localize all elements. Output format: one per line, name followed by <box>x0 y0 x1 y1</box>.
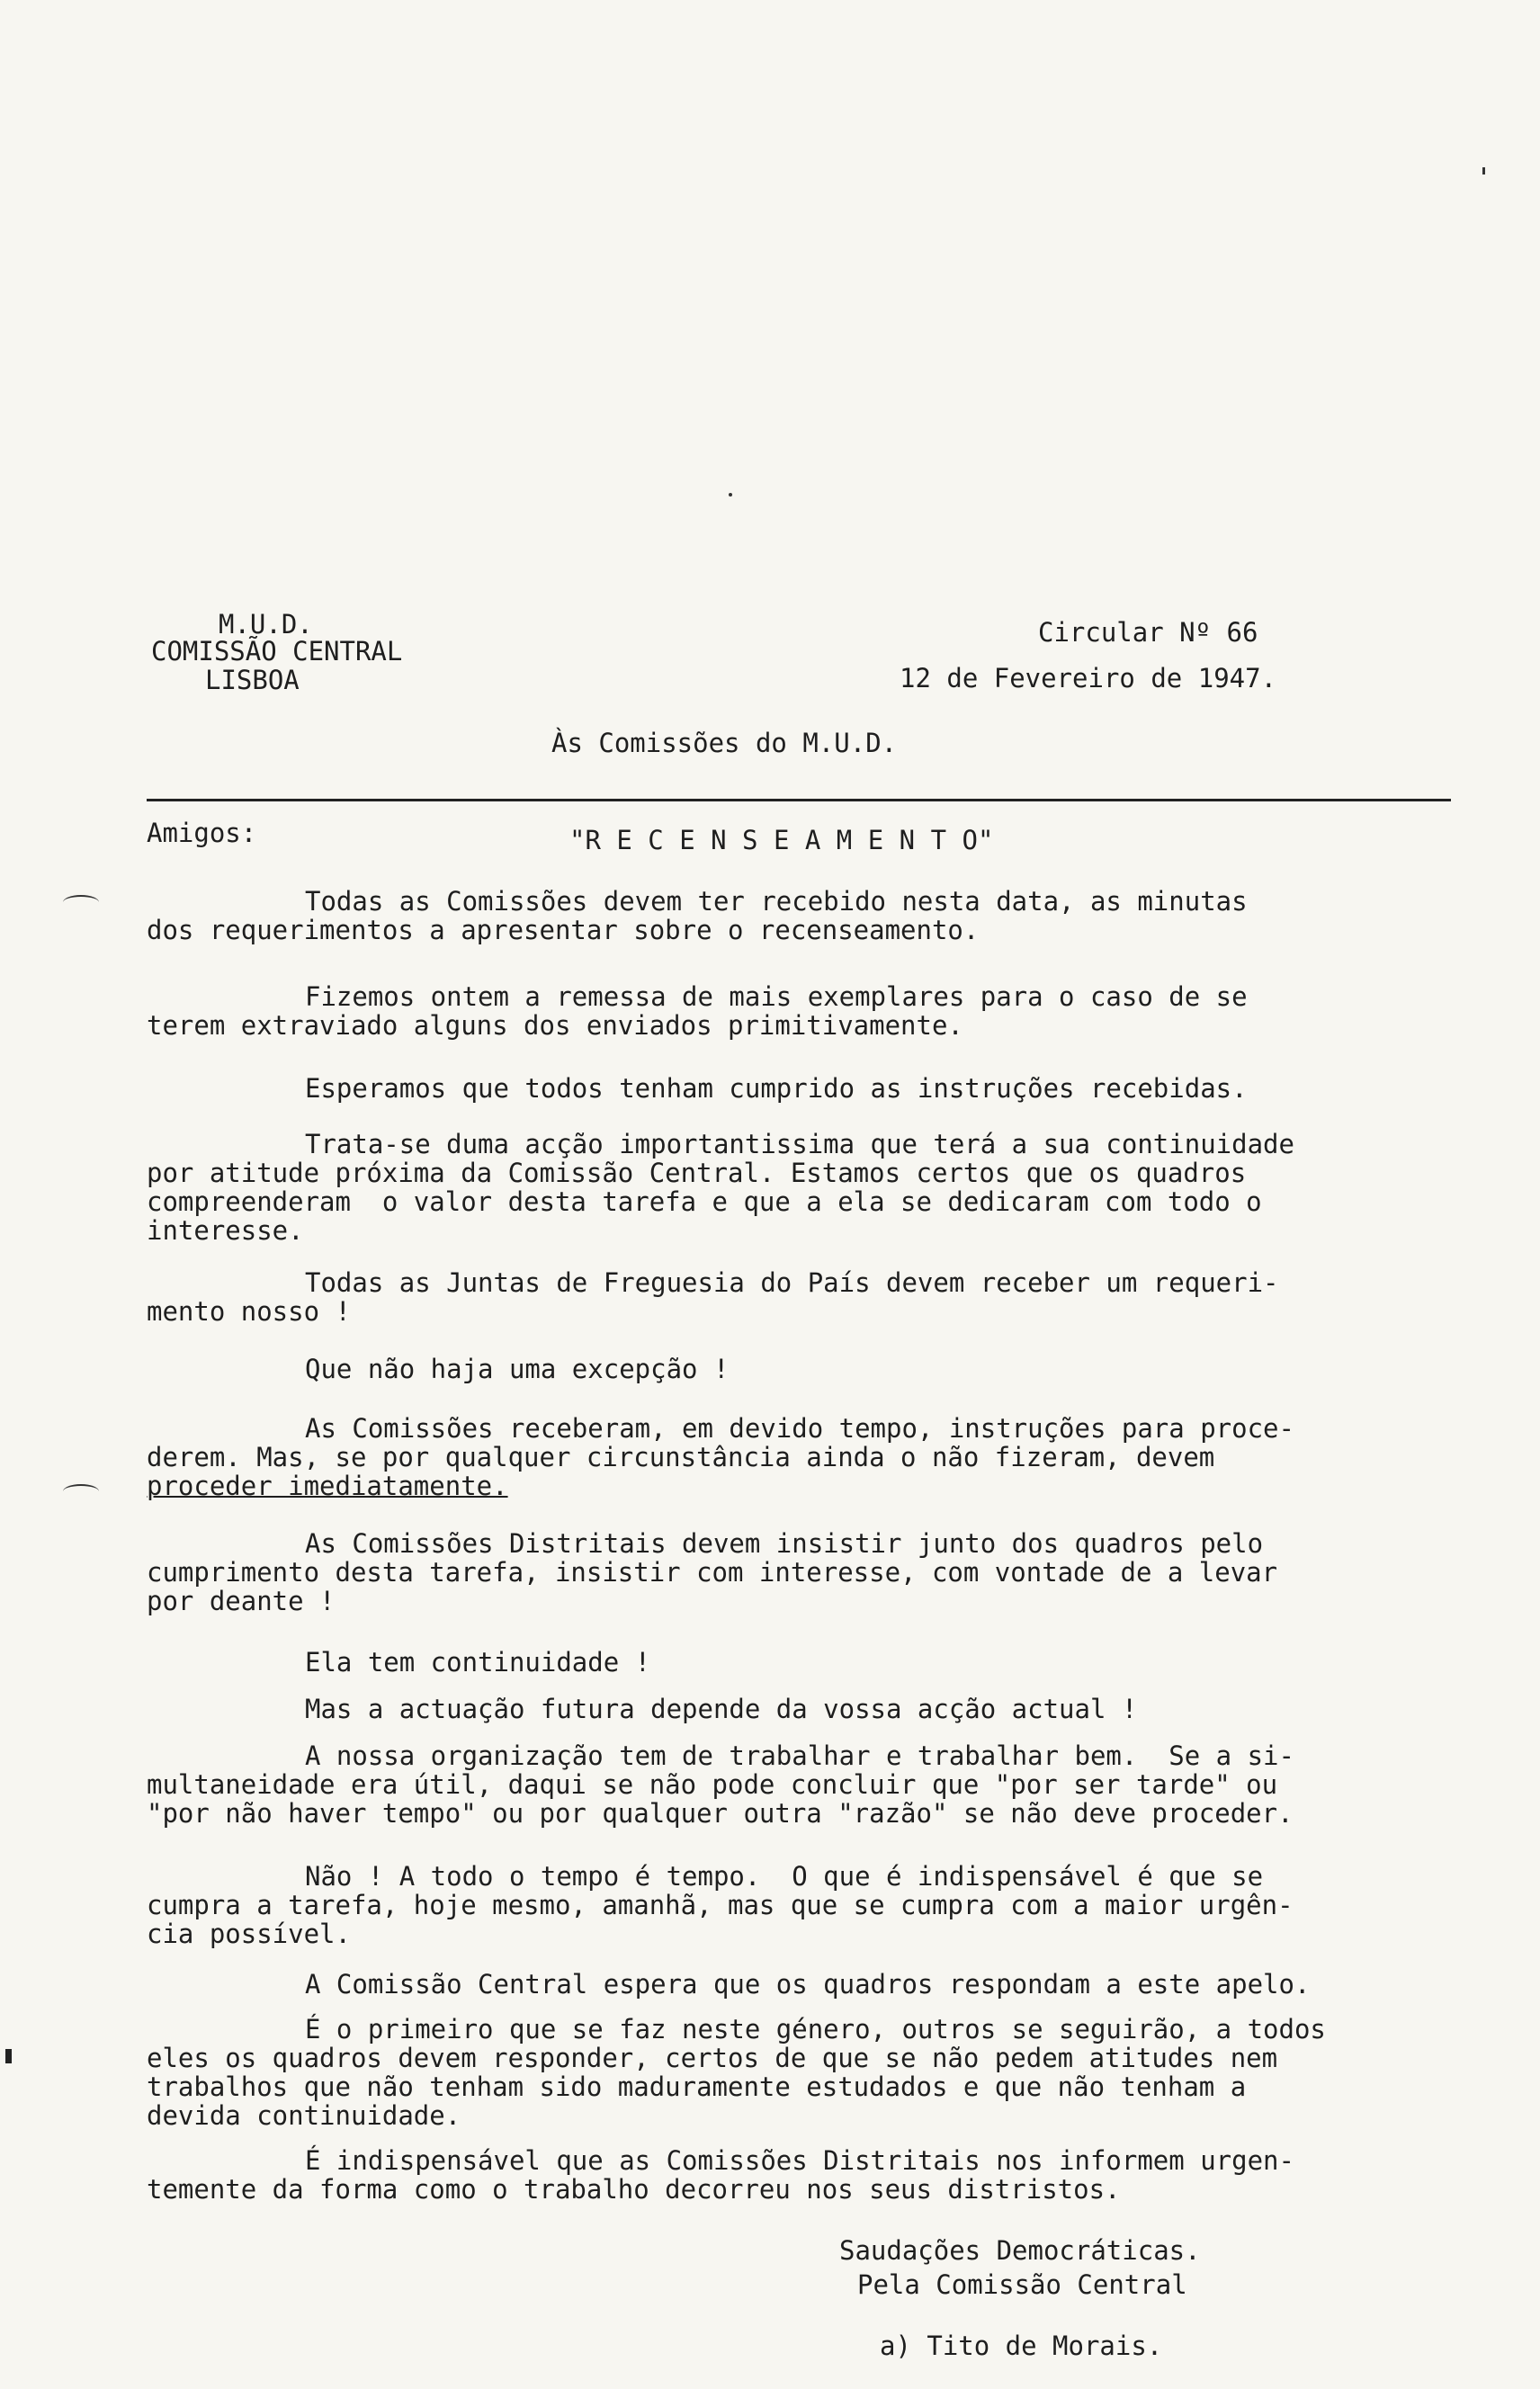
paragraph-13 <box>147 1970 1451 1999</box>
letter-date: 12 de Fevereiro de 1947. <box>900 663 1277 693</box>
paragraph-12 <box>147 1862 1451 1948</box>
paragraph-3 <box>147 1074 1451 1103</box>
org-name: M.U.D. <box>219 609 313 640</box>
paragraph-line: proceder imediatamente. <box>147 1471 508 1501</box>
paragraph-line: Não ! A todo o tempo é tempo. O que é indispensável é que se <box>305 1861 1264 1892</box>
paragraph-line: É indispensável que as Comissões Distritais nos informem urgen- <box>305 2145 1294 2176</box>
paragraph-7 <box>147 1414 1451 1500</box>
signature-line: a) Tito de Morais. <box>880 2331 1163 2361</box>
paragraph-line: eles os quadros devem responder, certos de que se não pedem atitudes nem <box>147 2043 1278 2073</box>
paragraph-line: cumprimento desta tarefa, insistir com interesse, com vontade de a levar <box>147 1557 1278 1588</box>
paragraph-1 <box>147 887 1451 944</box>
paragraph-5 <box>147 1268 1451 1326</box>
paragraph-2 <box>147 982 1451 1040</box>
paragraph-line: mento nosso ! <box>147 1296 351 1327</box>
paragraph-line: multaneidade era útil, daqui se não pode concluir que "por ser tarde" ou <box>147 1769 1278 1800</box>
paragraph-15 <box>147 2146 1451 2204</box>
recipient-line: Às Comissões do M.U.D. <box>551 728 898 758</box>
paragraph-line: trabalhos que não tenham sido maduramente estudados e que não tenham a <box>147 2071 1247 2102</box>
paragraph-line: Que não haja uma excepção ! <box>305 1354 730 1384</box>
speck-mark <box>729 493 732 497</box>
closing-salutation: Saudações Democráticas. <box>839 2235 1201 2266</box>
paragraph-line: Ela tem continuidade ! <box>305 1647 651 1678</box>
subject-title: "R E C E N S E A M E N T O" <box>569 825 994 855</box>
margin-mark <box>63 895 99 909</box>
paragraph-4 <box>147 1130 1451 1245</box>
paragraph-line: "por não haver tempo" ou por qualquer outra "razão" se não deve proceder. <box>147 1798 1294 1829</box>
paragraph-line: É o primeiro que se faz neste género, outros se seguirão, a todos <box>305 2014 1326 2045</box>
paragraph-8 <box>147 1529 1451 1615</box>
paragraph-line: por deante ! <box>147 1586 336 1616</box>
paragraph-line: As Comissões receberam, em devido tempo, instruções para proce- <box>305 1413 1294 1444</box>
paragraph-11 <box>147 1741 1451 1828</box>
speck-mark <box>1482 167 1485 174</box>
paragraph-line: Esperamos que todos tenham cumprido as instruções recebidas. <box>305 1073 1248 1104</box>
paragraph-line: Mas a actuação futura depende da vossa acção actual ! <box>305 1694 1138 1724</box>
paragraph-line: compreenderam o valor desta tarefa e que a ela se dedicaram com todo o <box>147 1186 1262 1217</box>
paragraph-line: A Comissão Central espera que os quadros respondam a este apelo. <box>305 1969 1311 2000</box>
paragraph-line: dos requerimentos a apresentar sobre o recenseamento. <box>147 915 980 945</box>
paragraph-line: por atitude próxima da Comissão Central. Estamos certos que os quadros <box>147 1158 1247 1188</box>
paragraph-line: A nossa organização tem de trabalhar e trabalhar bem. Se a si- <box>305 1740 1294 1771</box>
paragraph-line: interesse. <box>147 1215 304 1246</box>
paragraph-line: Todas as Juntas de Freguesia do País devem receber um requeri- <box>305 1267 1279 1298</box>
city-name: LISBOA <box>205 665 300 695</box>
paragraph-line: terem extraviado alguns dos enviados primitivamente. <box>147 1010 963 1041</box>
closing-by-line: Pela Comissão Central <box>857 2269 1187 2300</box>
paragraph-line: As Comissões Distritais devem insistir junto dos quadros pelo <box>305 1528 1264 1559</box>
paragraph-line: devida continuidade. <box>147 2100 461 2131</box>
paragraph-line: Trata-se duma acção importantissima que terá a sua continuidade <box>305 1129 1294 1159</box>
margin-mark <box>63 1484 99 1499</box>
paragraph-line: temente da forma como o trabalho decorreu nos seus distristos. <box>147 2174 1121 2205</box>
paragraph-6 <box>147 1355 1451 1383</box>
paragraph-line: cia possível. <box>147 1919 351 1949</box>
margin-mark <box>5 2049 12 2063</box>
header-divider <box>147 799 1451 801</box>
committee-name: COMISSÃO CENTRAL <box>151 636 403 667</box>
paragraph-9 <box>147 1648 1451 1677</box>
paragraph-10 <box>147 1695 1451 1723</box>
circular-number: Circular Nº 66 <box>1038 617 1258 648</box>
greeting: Amigos: <box>147 818 257 848</box>
paragraph-line: cumpra a tarefa, hoje mesmo, amanhã, mas que se cumpra com a maior urgên- <box>147 1890 1294 1920</box>
paragraph-line: Todas as Comissões devem ter recebido nesta data, as minutas <box>305 886 1248 917</box>
paragraph-14 <box>147 2015 1451 2130</box>
paragraph-line: derem. Mas, se por qualquer circunstância ainda o não fizeram, devem <box>147 1442 1215 1472</box>
paragraph-line: Fizemos ontem a remessa de mais exemplares para o caso de se <box>305 981 1248 1012</box>
